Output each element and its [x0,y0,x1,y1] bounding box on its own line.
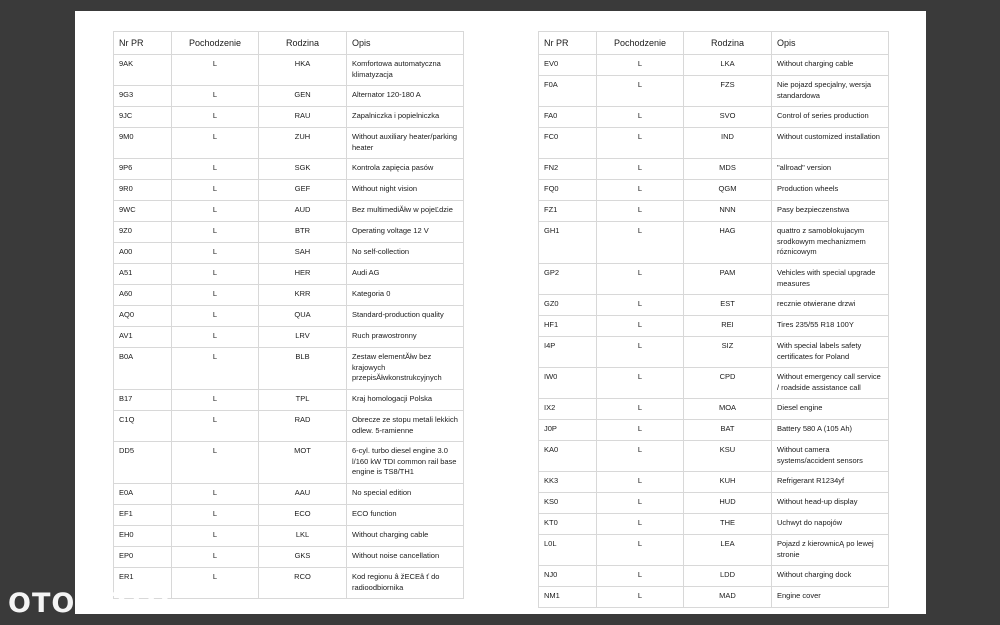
pr-code-cell: 9M0 [114,128,172,159]
origin-cell: L [597,514,684,535]
table-row [539,441,889,472]
family-cell: KSU [684,441,772,472]
description-cell: Operating voltage 12 V [347,222,464,243]
pr-code-cell: EP0 [114,547,172,568]
origin-cell: L [172,243,259,264]
family-cell: HUD [684,493,772,514]
document-page [75,11,926,614]
origin-cell: L [597,222,684,264]
origin-cell: L [597,295,684,316]
table-row [539,76,889,107]
pr-code-cell: EH0 [114,526,172,547]
description-cell: Without charging dock [772,566,889,587]
family-cell: REI [684,316,772,337]
origin-cell: L [172,55,259,86]
table-row [114,505,464,526]
description-cell: Production wheels [772,180,889,201]
pr-code-cell: 9G3 [114,86,172,107]
origin-cell: L [172,180,259,201]
pr-code-cell: AV1 [114,327,172,348]
table-row [114,128,464,159]
header-family: Rodzina [259,32,347,55]
table-row [539,295,889,316]
description-cell: Control of series production [772,107,889,128]
family-cell: LKL [259,526,347,547]
family-cell: KRR [259,285,347,306]
origin-cell: L [597,264,684,295]
origin-cell: L [597,180,684,201]
description-cell: Pasy bezpieczenstwa [772,201,889,222]
origin-cell: L [172,128,259,159]
origin-cell: L [172,505,259,526]
origin-cell: L [172,484,259,505]
pr-code-cell: E0A [114,484,172,505]
pr-code-cell: HF1 [539,316,597,337]
origin-cell: L [172,159,259,180]
description-cell: Zestaw elementĂłw bez krajowych przepisĂłwkonstrukcyjnych [347,348,464,390]
family-cell: BLB [259,348,347,390]
family-cell: MOT [259,442,347,484]
family-cell: HER [259,264,347,285]
origin-cell: L [597,159,684,180]
family-cell: EST [684,295,772,316]
pr-code-cell: GP2 [539,264,597,295]
pr-code-cell: C1Q [114,411,172,442]
description-cell: Refrigerant R1234yf [772,472,889,493]
pr-code-cell: NM1 [539,587,597,608]
family-cell: RAD [259,411,347,442]
pr-code-cell: EV0 [539,55,597,76]
family-cell: HAG [684,222,772,264]
description-cell: Kategoria 0 [347,285,464,306]
pr-code-cell: A60 [114,285,172,306]
family-cell: LEA [684,535,772,566]
table-row [114,285,464,306]
origin-cell: L [597,368,684,399]
pr-code-cell: B17 [114,390,172,411]
table-row [539,399,889,420]
description-cell: Ruch prawostronny [347,327,464,348]
options-table-right [538,31,889,608]
table-row [539,587,889,608]
family-cell: AAU [259,484,347,505]
pr-code-cell: NJ0 [539,566,597,587]
origin-cell: L [597,316,684,337]
header-description: Opis [347,32,464,55]
options-table-left [113,31,464,599]
family-cell: SGK [259,159,347,180]
pr-code-cell: DD5 [114,442,172,484]
family-cell: MAD [684,587,772,608]
description-cell: Without charging cable [347,526,464,547]
origin-cell: L [172,547,259,568]
table-row [539,159,889,180]
family-cell: CPD [684,368,772,399]
description-cell: quattro z samoblokujacym srodkowym mechanizmem róznicowym [772,222,889,264]
family-cell: GEN [259,86,347,107]
family-cell: QUA [259,306,347,327]
pr-code-cell: L0L [539,535,597,566]
description-cell: ECO function [347,505,464,526]
table-row [539,472,889,493]
pr-code-cell: 9JC [114,107,172,128]
header-origin: Pochodzenie [597,32,684,55]
table-row [114,159,464,180]
family-cell: SAH [259,243,347,264]
table-row [114,55,464,86]
description-cell: Vehicles with special upgrade measures [772,264,889,295]
table-row [539,107,889,128]
table-row [114,348,464,390]
table-row [114,411,464,442]
pr-code-cell: A00 [114,243,172,264]
header-nr-pr: Nr PR [114,32,172,55]
family-cell: SIZ [684,337,772,368]
table-row [539,368,889,399]
table-row [539,264,889,295]
table-header-row [539,32,889,55]
table-row [114,390,464,411]
table-row [114,201,464,222]
description-cell: Bez multimediĂłw w pojeĽdzie [347,201,464,222]
family-cell: GKS [259,547,347,568]
description-cell: Pojazd z kierownicĄ po lewej stronie [772,535,889,566]
description-cell: "allroad" version [772,159,889,180]
origin-cell: L [597,128,684,159]
family-cell: TPL [259,390,347,411]
pr-code-cell: B0A [114,348,172,390]
family-cell: THE [684,514,772,535]
origin-cell: L [172,107,259,128]
description-cell: Without noise cancellation [347,547,464,568]
origin-cell: L [172,222,259,243]
pr-code-cell: GH1 [539,222,597,264]
pr-code-cell: F0A [539,76,597,107]
origin-cell: L [172,264,259,285]
family-cell: RCO [259,568,347,599]
pr-code-cell: 9R0 [114,180,172,201]
table-row [114,264,464,285]
pr-code-cell: EF1 [114,505,172,526]
origin-cell: L [597,76,684,107]
origin-cell: L [597,566,684,587]
description-cell: No special edition [347,484,464,505]
table-row [539,337,889,368]
table-row [114,526,464,547]
pr-code-cell: FN2 [539,159,597,180]
origin-cell: L [172,390,259,411]
pr-code-cell: 9Z0 [114,222,172,243]
table-row [114,484,464,505]
origin-cell: L [172,285,259,306]
table-row [539,180,889,201]
description-cell: Tires 235/55 R18 100Y [772,316,889,337]
family-cell: AUD [259,201,347,222]
origin-cell: L [597,493,684,514]
table-row [539,128,889,159]
pr-code-cell: A51 [114,264,172,285]
table-row [539,55,889,76]
pr-code-cell: 9AK [114,55,172,86]
pr-code-cell: IW0 [539,368,597,399]
family-cell: LRV [259,327,347,348]
family-cell: HKA [259,55,347,86]
table-row [539,514,889,535]
description-cell: recznie otwierane drzwi [772,295,889,316]
pr-code-cell: FQ0 [539,180,597,201]
origin-cell: L [172,411,259,442]
family-cell: MDS [684,159,772,180]
family-cell: LDD [684,566,772,587]
description-cell: Without customized installation [772,128,889,159]
table-row [539,493,889,514]
origin-cell: L [172,568,259,599]
family-cell: NNN [684,201,772,222]
pr-code-cell: ER1 [114,568,172,599]
pr-code-cell: J0P [539,420,597,441]
table-row [539,535,889,566]
origin-cell: L [597,399,684,420]
table-row [539,316,889,337]
description-cell: Without charging cable [772,55,889,76]
description-cell: Without camera systems/accident sensors [772,441,889,472]
description-cell: Kontrola zapięcia pasów [347,159,464,180]
origin-cell: L [597,587,684,608]
pr-code-cell: GZ0 [539,295,597,316]
header-origin: Pochodzenie [172,32,259,55]
header-family: Rodzina [684,32,772,55]
table-row [539,201,889,222]
description-cell: 6-cyl. turbo diesel engine 3.0 l/160 kW TDI common rail base engine is TS8/TH1 [347,442,464,484]
family-cell: MOA [684,399,772,420]
origin-cell: L [172,306,259,327]
table-row [114,306,464,327]
family-cell: GEF [259,180,347,201]
origin-cell: L [172,526,259,547]
description-cell: Standard-production quality [347,306,464,327]
description-cell: Obrecze ze stopu metali lekkich odlew. 5-ramienne [347,411,464,442]
pr-code-cell: AQ0 [114,306,172,327]
origin-cell: L [172,86,259,107]
table-row [114,327,464,348]
family-cell: SVO [684,107,772,128]
origin-cell: L [597,55,684,76]
table-row [114,243,464,264]
family-cell: BTR [259,222,347,243]
pr-code-cell: KT0 [539,514,597,535]
pr-code-cell: KK3 [539,472,597,493]
table-header-row [114,32,464,55]
pr-code-cell: 9WC [114,201,172,222]
family-cell: PAM [684,264,772,295]
description-cell: Without emergency call service / roadside assistance call [772,368,889,399]
origin-cell: L [597,441,684,472]
table-row [114,107,464,128]
pr-code-cell: IX2 [539,399,597,420]
header-nr-pr: Nr PR [539,32,597,55]
description-cell: Alternator 120-180 A [347,86,464,107]
family-cell: BAT [684,420,772,441]
family-cell: LKA [684,55,772,76]
description-cell: With special labels safety certificates for Poland [772,337,889,368]
description-cell: No self-collection [347,243,464,264]
family-cell: ZUH [259,128,347,159]
description-cell: Kraj homologacji Polska [347,390,464,411]
origin-cell: L [172,348,259,390]
pr-code-cell: KS0 [539,493,597,514]
origin-cell: L [597,201,684,222]
family-cell: IND [684,128,772,159]
family-cell: RAU [259,107,347,128]
description-cell: Kod regionu â žECEâ ť do radioodbiornika [347,568,464,599]
table-row [539,420,889,441]
origin-cell: L [597,535,684,566]
pr-code-cell: FZ1 [539,201,597,222]
description-cell: Komfortowa automatyczna klimatyzacja [347,55,464,86]
description-cell: Nie pojazd specjalny, wersja standardowa [772,76,889,107]
table-row [114,222,464,243]
description-cell: Without auxiliary heater/parking heater [347,128,464,159]
table-row [539,566,889,587]
description-cell: Audi AG [347,264,464,285]
table-row [114,547,464,568]
origin-cell: L [172,327,259,348]
table-row [539,222,889,264]
table-row [114,442,464,484]
family-cell: QGM [684,180,772,201]
pr-code-cell: I4P [539,337,597,368]
family-cell: ECO [259,505,347,526]
table-row [114,86,464,107]
description-cell: Without head-up display [772,493,889,514]
pr-code-cell: 9P6 [114,159,172,180]
origin-cell: L [597,420,684,441]
origin-cell: L [597,337,684,368]
origin-cell: L [172,201,259,222]
family-cell: FZS [684,76,772,107]
origin-cell: L [597,472,684,493]
description-cell: Zapalniczka i popielniczka [347,107,464,128]
pr-code-cell: FC0 [539,128,597,159]
description-cell: Uchwyt do napojów [772,514,889,535]
pr-code-cell: KA0 [539,441,597,472]
description-cell: Engine cover [772,587,889,608]
description-cell: Battery 580 A (105 Ah) [772,420,889,441]
family-cell: KUH [684,472,772,493]
description-cell: Without night vision [347,180,464,201]
origin-cell: L [597,107,684,128]
table-row [114,180,464,201]
origin-cell: L [172,442,259,484]
pr-code-cell: FA0 [539,107,597,128]
description-cell: Diesel engine [772,399,889,420]
otomoto-watermark-logo: OTOMOTO [8,588,171,619]
header-description: Opis [772,32,889,55]
